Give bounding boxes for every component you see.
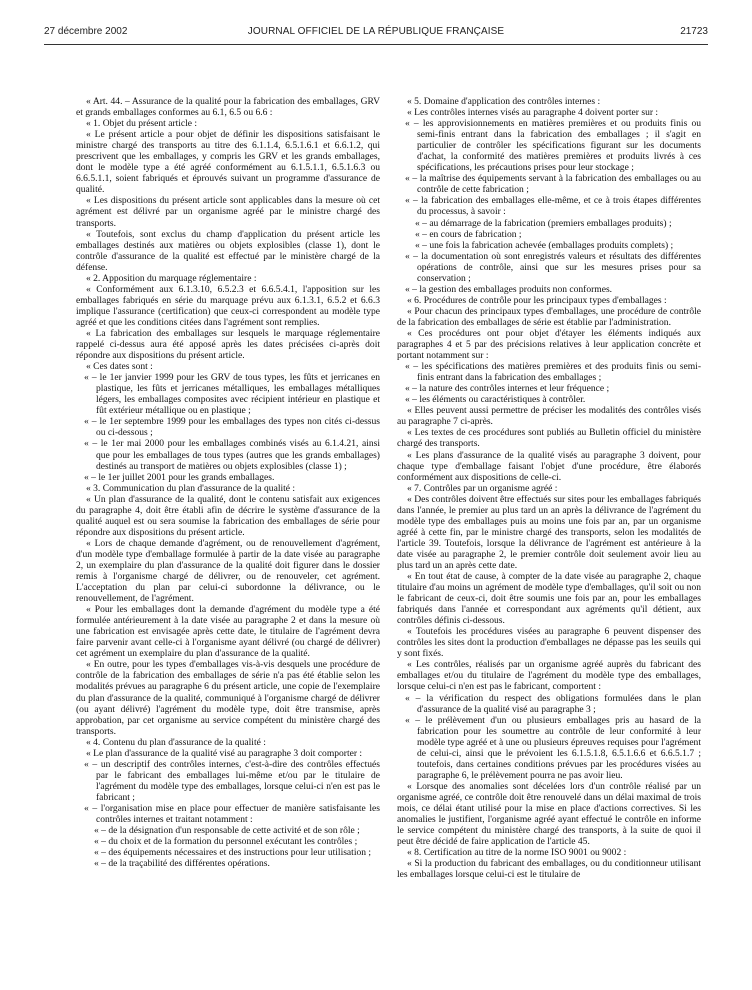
paragraph: « Le plan d'assurance de la qualité visé au paragraphe 3 doit comporter : xyxy=(86,747,363,759)
list-item: « – des équipements nécessaires et des instructions pour leur utilisation ; xyxy=(94,847,372,859)
list-item: « – du choix et de la formation du personnel exécutant les contrôles ; xyxy=(94,836,358,848)
list-item: « – le prélèvement d'un ou plusieurs emballages pris au hasard de la fabrication pour les soumettre au contrôle de leur conformité à leur modèle type agréé et à une ou plusieurs épreuves requises pour l'agrément de celui-ci, ainsi que le prévoient les 6.1.5.1.8, 6.5.1.6.6 et 6.6.5.1.7 ; toutefois, dans certaines conditions prévues par les procédures visées au paragraphe 6, le prélèvement pourra ne pas avoir lieu. xyxy=(405,714,701,781)
paragraph: « Ces procédures ont pour objet d'étayer les éléments indiqués aux paragraphes 4 et 5 par des précisions relatives à leur application concrète et portant notamment sur : xyxy=(397,327,701,362)
paragraph: « En tout état de cause, à compter de la date visée au paragraphe 2, chaque titulaire d'au moins un agrément de modèle type d'emballages, qu'il soit ou non le fabricant de ceux-ci, doit être soumis une fois par an, pour les emballages fabriqués dans l'année et correspondant aux agréments qu'il détient, aux contrôles définis ci-dessous. xyxy=(397,571,701,627)
paragraph: « Pour les emballages dont la demande d'agrément du modèle type a été formulée antérieurement à la date visée au paragraphe 2 et dans la mesure où une fabrication est envisagée après cette date, le titulaire de l'agrément devra faire parvenir avant celle-ci à l'organisme ayant délivré (ou chargé de délivrer) cet agrément un exemplaire du plan d'assurance de la qualité. xyxy=(76,604,380,660)
paragraph: « 2. Apposition du marquage réglementaire : xyxy=(86,272,257,284)
page-header xyxy=(44,26,708,40)
list-item: « – les spécifications des matières premières et des produits finis ou semi-finis entrant dans la fabrication des emballages ; xyxy=(405,361,701,384)
paragraph: « 4. Contenu du plan d'assurance de la qualité : xyxy=(86,736,266,748)
paragraph: « Les dispositions du présent article sont applicables dans la mesure où cet agrément est délivré par un organisme agréé par le ministre chargé des transports. xyxy=(76,195,380,229)
left-column xyxy=(76,96,380,988)
paragraph: « Lors de chaque demande d'agrément, ou de renouvellement d'agrément, d'un modèle type d'emballage formulée à partir de la date visée au paragraphe 2, un exemplaire du plan d'assurance de la qualité doit figurer dans le dossier remis à l'organisme chargé de délivrer, ou de renouveler, cet agrément. L'acceptation du plan par celui-ci subordonne la délivrance, ou le renouvellement, de l'agrément. xyxy=(76,537,380,605)
paragraph: « Les contrôles internes visés au paragraphe 4 doivent porter sur : xyxy=(407,107,659,119)
list-item: « – un descriptif des contrôles internes, c'est-à-dire des contrôles effectués par le fabricant des emballages lui-même et/ou par le titulaire de l'agrément du modèle type des emballages, lorsque celui-ci n'en est pas le fabricant ; xyxy=(84,758,380,803)
page-number: 21723 xyxy=(680,26,708,37)
list-item: « – les approvisionnements en matières premières et ou produits finis ou semi-finis entrant dans la fabrication des emballages ; il s'agit en particulier de contrôler les spécifications figurant sur les documents d'achat, la conformité des matières premières et produits livrés à ces spécifications, les précautions prises pour leur stockage ; xyxy=(405,118,701,174)
paragraph: « 1. Objet du présent article : xyxy=(86,118,198,130)
list-item: « – au démarrage de la fabrication (premiers emballages produits) ; xyxy=(415,217,672,229)
paragraph: « Elles peuvent aussi permettre de préciser les modalités des contrôles visés au paragraphe 7 ci-après. xyxy=(397,405,701,428)
list-item: « – le 1er septembre 1999 pour les emballages des types non cités ci-dessus ou ci-dessous ; xyxy=(84,416,380,439)
list-item: « – le 1er janvier 1999 pour les GRV de tous types, les fûts et jerricanes en plastique, les fûts et jerricanes métalliques, les emballages métalliques légers, les emballages composites avec récipient intérieur en plastique et fût extérieur métallique ou en plastique ; xyxy=(84,372,380,417)
paragraph: « 8. Certification au titre de la norme ISO 9001 ou 9002 : xyxy=(407,847,627,859)
paragraph: « La fabrication des emballages sur lesquels le marquage réglementaire rappelé ci-dessus aura été apposé après les dates précisées ci-après doit répondre aux dispositions du présent article. xyxy=(76,327,380,362)
paragraph: « Des contrôles doivent être effectués sur sites pour les emballages fabriqués dans l'année, le premier au plus tard un an après la délivrance de l'agrément du modèle type des emballages puis au moins une fois par an, par un organisme agréé à cette fin, par le ministre chargé des transports, selon les modalités de l'article 39. Toutefois, lorsque la délivrance de l'agrément est antérieure à la date visée au paragraphe 2, le premier contrôle doit seulement avoir lieu au plus tard un an après cette date. xyxy=(397,493,701,571)
paragraph: « 5. Domaine d'application des contrôles internes : xyxy=(407,96,601,107)
list-item: « – une fois la fabrication achevée (emballages produits complets) ; xyxy=(415,239,674,251)
journal-title: JOURNAL OFFICIEL DE LA RÉPUBLIQUE FRANÇAISE xyxy=(247,26,505,37)
list-item: « – la fabrication des emballages elle-même, et ce à trois étapes différentes du processus, à savoir : xyxy=(405,195,701,218)
list-item: « – la maîtrise des équipements servant à la fabrication des emballages ou au contrôle de cette fabrication ; xyxy=(405,173,701,196)
list-item: « – la vérification du respect des obligations formulées dans le plan d'assurance de la qualité visé au paragraphe 3 ; xyxy=(405,692,701,715)
list-item: « – l'organisation mise en place pour effectuer de manière satisfaisante les contrôles internes et traitant notamment : xyxy=(84,803,380,826)
header-rule xyxy=(44,44,708,45)
list-item: « – le 1er juillet 2001 pour les grands emballages. xyxy=(84,471,275,483)
issue-date: 27 décembre 2002 xyxy=(44,26,128,37)
paragraph: « Conformément aux 6.1.3.10, 6.5.2.3 et 6.6.5.4.1, l'apposition sur les emballages fabriqués en série du marquage prévu aux 6.1.3.1, 6.5.2 et 6.6.3 implique l'assurance (certification) que ceux-ci correspondent au modèle type agréé et que les conditions citées dans l'agrément sont remplies. xyxy=(76,283,380,328)
paragraph: « Toutefois, sont exclus du champ d'application du présent article les emballages destinés aux matières ou objets explosibles (classe 1), dont le contrôle d'assurance de la qualité est effectué par le ministère chargé de la défense. xyxy=(76,228,380,273)
paragraph: « Les contrôles, réalisés par un organisme agréé auprès du fabricant des emballages et/ou du titulaire de l'agrément du modèle type des emballages, lorsque celui-ci n'en est pas le fabricant, comportent : xyxy=(397,659,701,693)
list-item: « – la gestion des emballages produits non conformes. xyxy=(405,283,613,295)
paragraph: « Art. 44. – Assurance de la qualité pour la fabrication des emballages, GRV et grands emballages conformes au 6.1, 6.5 ou 6.6 : xyxy=(76,96,380,119)
right-column xyxy=(397,96,701,988)
paragraph: « 7. Contrôles par un organisme agréé : xyxy=(407,482,558,494)
list-item: « – en cours de fabrication ; xyxy=(415,228,522,240)
list-item: « – de la traçabilité des différentes opérations. xyxy=(94,858,270,870)
paragraph: « 6. Procédures de contrôle pour les principaux types d'emballages : xyxy=(407,294,667,306)
paragraph: « Si la production du fabricant des emballages, ou du conditionneur utilisant les emballages lorsque celui-ci est le titulaire de xyxy=(397,858,701,881)
paragraph: « Toutefois les procédures visées au paragraphe 6 peuvent dispenser des contrôles les sites dont la production d'emballages ne dépasse pas les seuils qui y sont fixés. xyxy=(397,626,701,660)
paragraph: « Ces dates sont : xyxy=(86,361,153,373)
list-item: « – la nature des contrôles internes et leur fréquence ; xyxy=(405,383,610,395)
paragraph: « Les textes de ces procédures sont publiés au Bulletin officiel du ministère chargé des transports. xyxy=(397,427,701,450)
paragraph: « Pour chacun des principaux types d'emballages, une procédure de contrôle de la fabrication des emballages de série est établie par l'administration. xyxy=(397,305,701,328)
list-item: « – les éléments ou caractéristiques à contrôler. xyxy=(405,394,586,406)
paragraph: « 3. Communication du plan d'assurance de la qualité : xyxy=(86,482,296,494)
paragraph: « Le présent article a pour objet de définir les dispositions satisfaisant le ministre chargé des transports au titre des 6.1.1.4, 6.5.1.6.1 et 6.6.1.2, qui prescrivent que les emballages, y compris les GRV et les grands emballages, dont le modèle type a été agréé conformément au 6.1.5.1.1, 6.5.1.6.3 ou 6.6.5.1.1, soient fabriqués et éprouvés suivant un programme d'assurance de qualité. xyxy=(76,129,380,196)
paragraph: « En outre, pour les types d'emballages vis-à-vis desquels une procédure de contrôle de la fabrication des emballages de série n'a pas été établie selon les modalités prévues au paragraphe 6 du présent article, une copie de l'exemplaire du plan d'assurance de la qualité, communiqué à l'organisme chargé de délivrer (ou ayant délivré) l'agrément du modèle type, doit être transmise, après approbation, par cet organisme au service compétent du ministère chargé des transports. xyxy=(76,659,380,737)
paragraph: « Lorsque des anomalies sont décelées lors d'un contrôle réalisé par un organisme agréé, ce contrôle doit être renouvelé dans un délai maximal de trois mois, ce délai étant utilisé pour la mise en place d'actions correctives. Si les anomalies le justifient, l'organisme agréé ayant effectué le contrôle en informe le service compétent du ministère chargé des transports, à la suite de quoi il peut être décidé de faire application de l'article 45. xyxy=(397,780,701,848)
paragraph: « Un plan d'assurance de la qualité, dont le contenu satisfait aux exigences du paragraphe 4, doit être établi afin de décrire le système d'assurance de la qualité auquel est ou sera soumise la fabrication des emballages de série pour répondre aux dispositions du présent article. xyxy=(76,493,380,538)
list-item: « – la documentation où sont enregistrés valeurs et résultats des différentes opérations de contrôle, ainsi que sur les mesures prises pour sa conservation ; xyxy=(405,250,701,284)
list-item: « – le 1er mai 2000 pour les emballages combinés visés au 6.1.4.21, ainsi que pour les emballages de tous types (autres que les grands emballages) destinés au transport de matières ou objets explosibles (classe 1) ; xyxy=(84,438,380,472)
paragraph: « Les plans d'assurance de la qualité visés au paragraphe 3 doivent, pour chaque type d'emballage faisant l'objet d'une procédure, être élaborés conformément aux dispositions de celle-ci. xyxy=(397,449,701,483)
list-item: « – de la désignation d'un responsable de cette activité et de son rôle ; xyxy=(94,825,360,837)
